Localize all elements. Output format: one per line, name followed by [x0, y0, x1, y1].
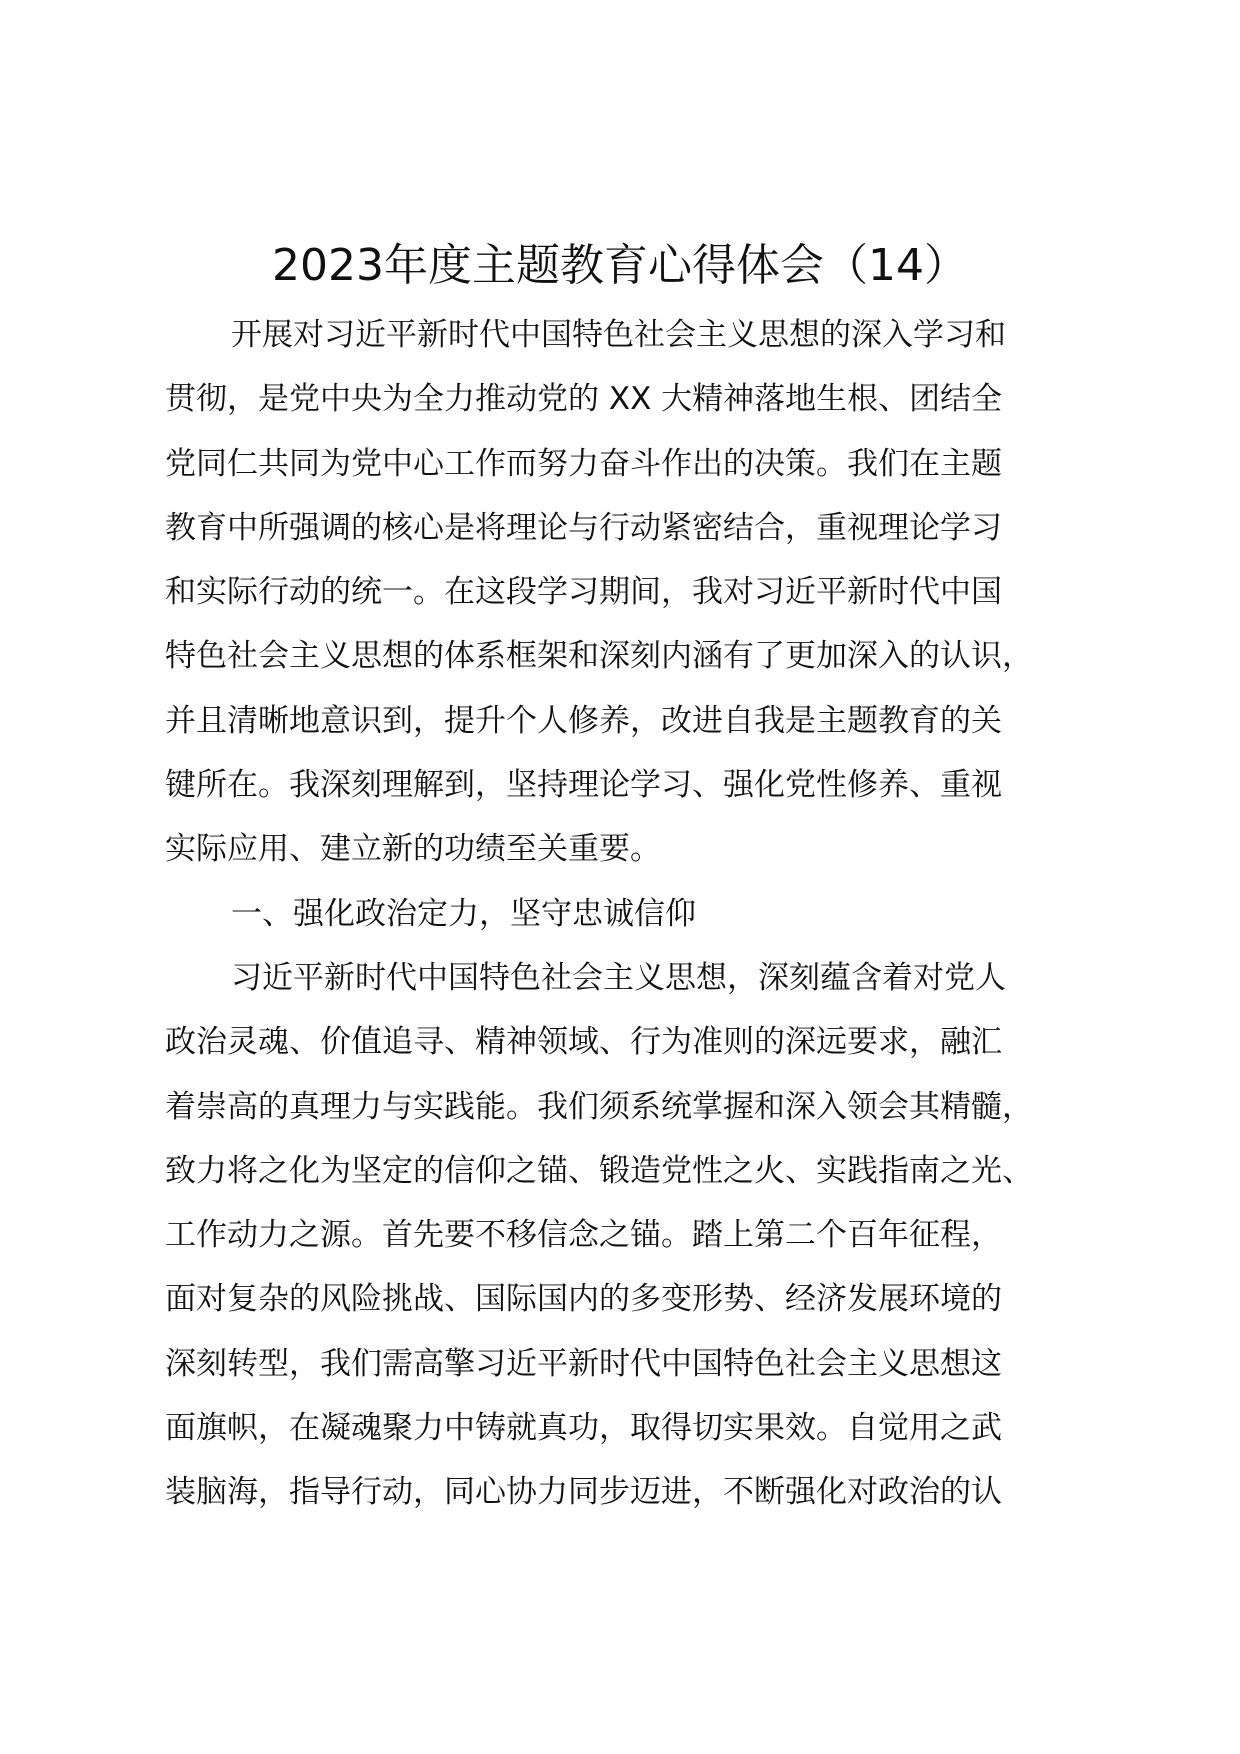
paragraph-1-line-5: 和实际行动的统一。在这段学习期间，我对习近平新时代中国 — [165, 574, 1002, 611]
paragraph-2-line-2: 政治灵魂、价值追寻、精神领域、行为准则的深远要求，融汇 — [165, 1024, 1002, 1061]
paragraph-1-line-6: 特色社会主义思想的体系框架和深刻内涵有了更加深入的认识， — [165, 638, 1033, 675]
paragraph-1-line-7: 并且清晰地意识到，提升个人修养，改进自我是主题教育的关 — [165, 702, 1002, 739]
paragraph-2-line-7: 深刻转型，我们需高擎习近平新时代中国特色社会主义思想这 — [165, 1345, 1002, 1382]
paragraph-1-line-8: 键所在。我深刻理解到，坚持理论学习、强化党性修养、重视 — [165, 767, 1002, 804]
paragraph-2-line-9: 装脑海，指导行动，同心协力同步迈进，不断强化对政治的认 — [165, 1474, 1002, 1511]
paragraph-2-line-4: 致力将之化为坚定的信仰之锚、锻造党性之火、实践指南之光、 — [165, 1152, 1033, 1189]
paragraph-1-line-4: 教育中所强调的核心是将理论与行动紧密结合，重视理论学习 — [165, 509, 1002, 546]
paragraph-2-line-3: 着崇高的真理力与实践能。我们须系统掌握和深入领会其精髓， — [165, 1088, 1033, 1125]
paragraph-1-line-3: 党同仁共同为党中心工作而努力奋斗作出的决策。我们在主题 — [165, 445, 1002, 482]
paragraph-2-line-5: 工作动力之源。首先要不移信念之锚。踏上第二个百年征程， — [165, 1217, 1002, 1254]
paragraph-1-line-1: 开展对习近平新时代中国特色社会主义思想的深入学习和 — [231, 317, 1006, 353]
paragraph-2-line-6: 面对复杂的风险挑战、国际国内的多变形势、经济发展环境的 — [165, 1281, 1002, 1318]
paragraph-2-line-1: 习近平新时代中国特色社会主义思想，深刻蕴含着对党人 — [231, 959, 1006, 996]
paragraph-1-line-9: 实际应用、建立新的功绩至关重要。 — [165, 831, 661, 868]
paragraph-1-line-2: 贯彻，是党中央为全力推动党的 XX 大精神落地生根、团结全 — [165, 381, 1003, 418]
paragraph-2-line-8: 面旗帜，在凝魂聚力中铸就真功，取得切实果效。自觉用之武 — [165, 1410, 1002, 1447]
document-title: 2023年度主题教育心得体会（14） — [272, 240, 968, 291]
section-heading-1: 一、强化政治定力，坚守忠诚信仰 — [231, 895, 696, 932]
document-body — [165, 303, 1085, 1525]
